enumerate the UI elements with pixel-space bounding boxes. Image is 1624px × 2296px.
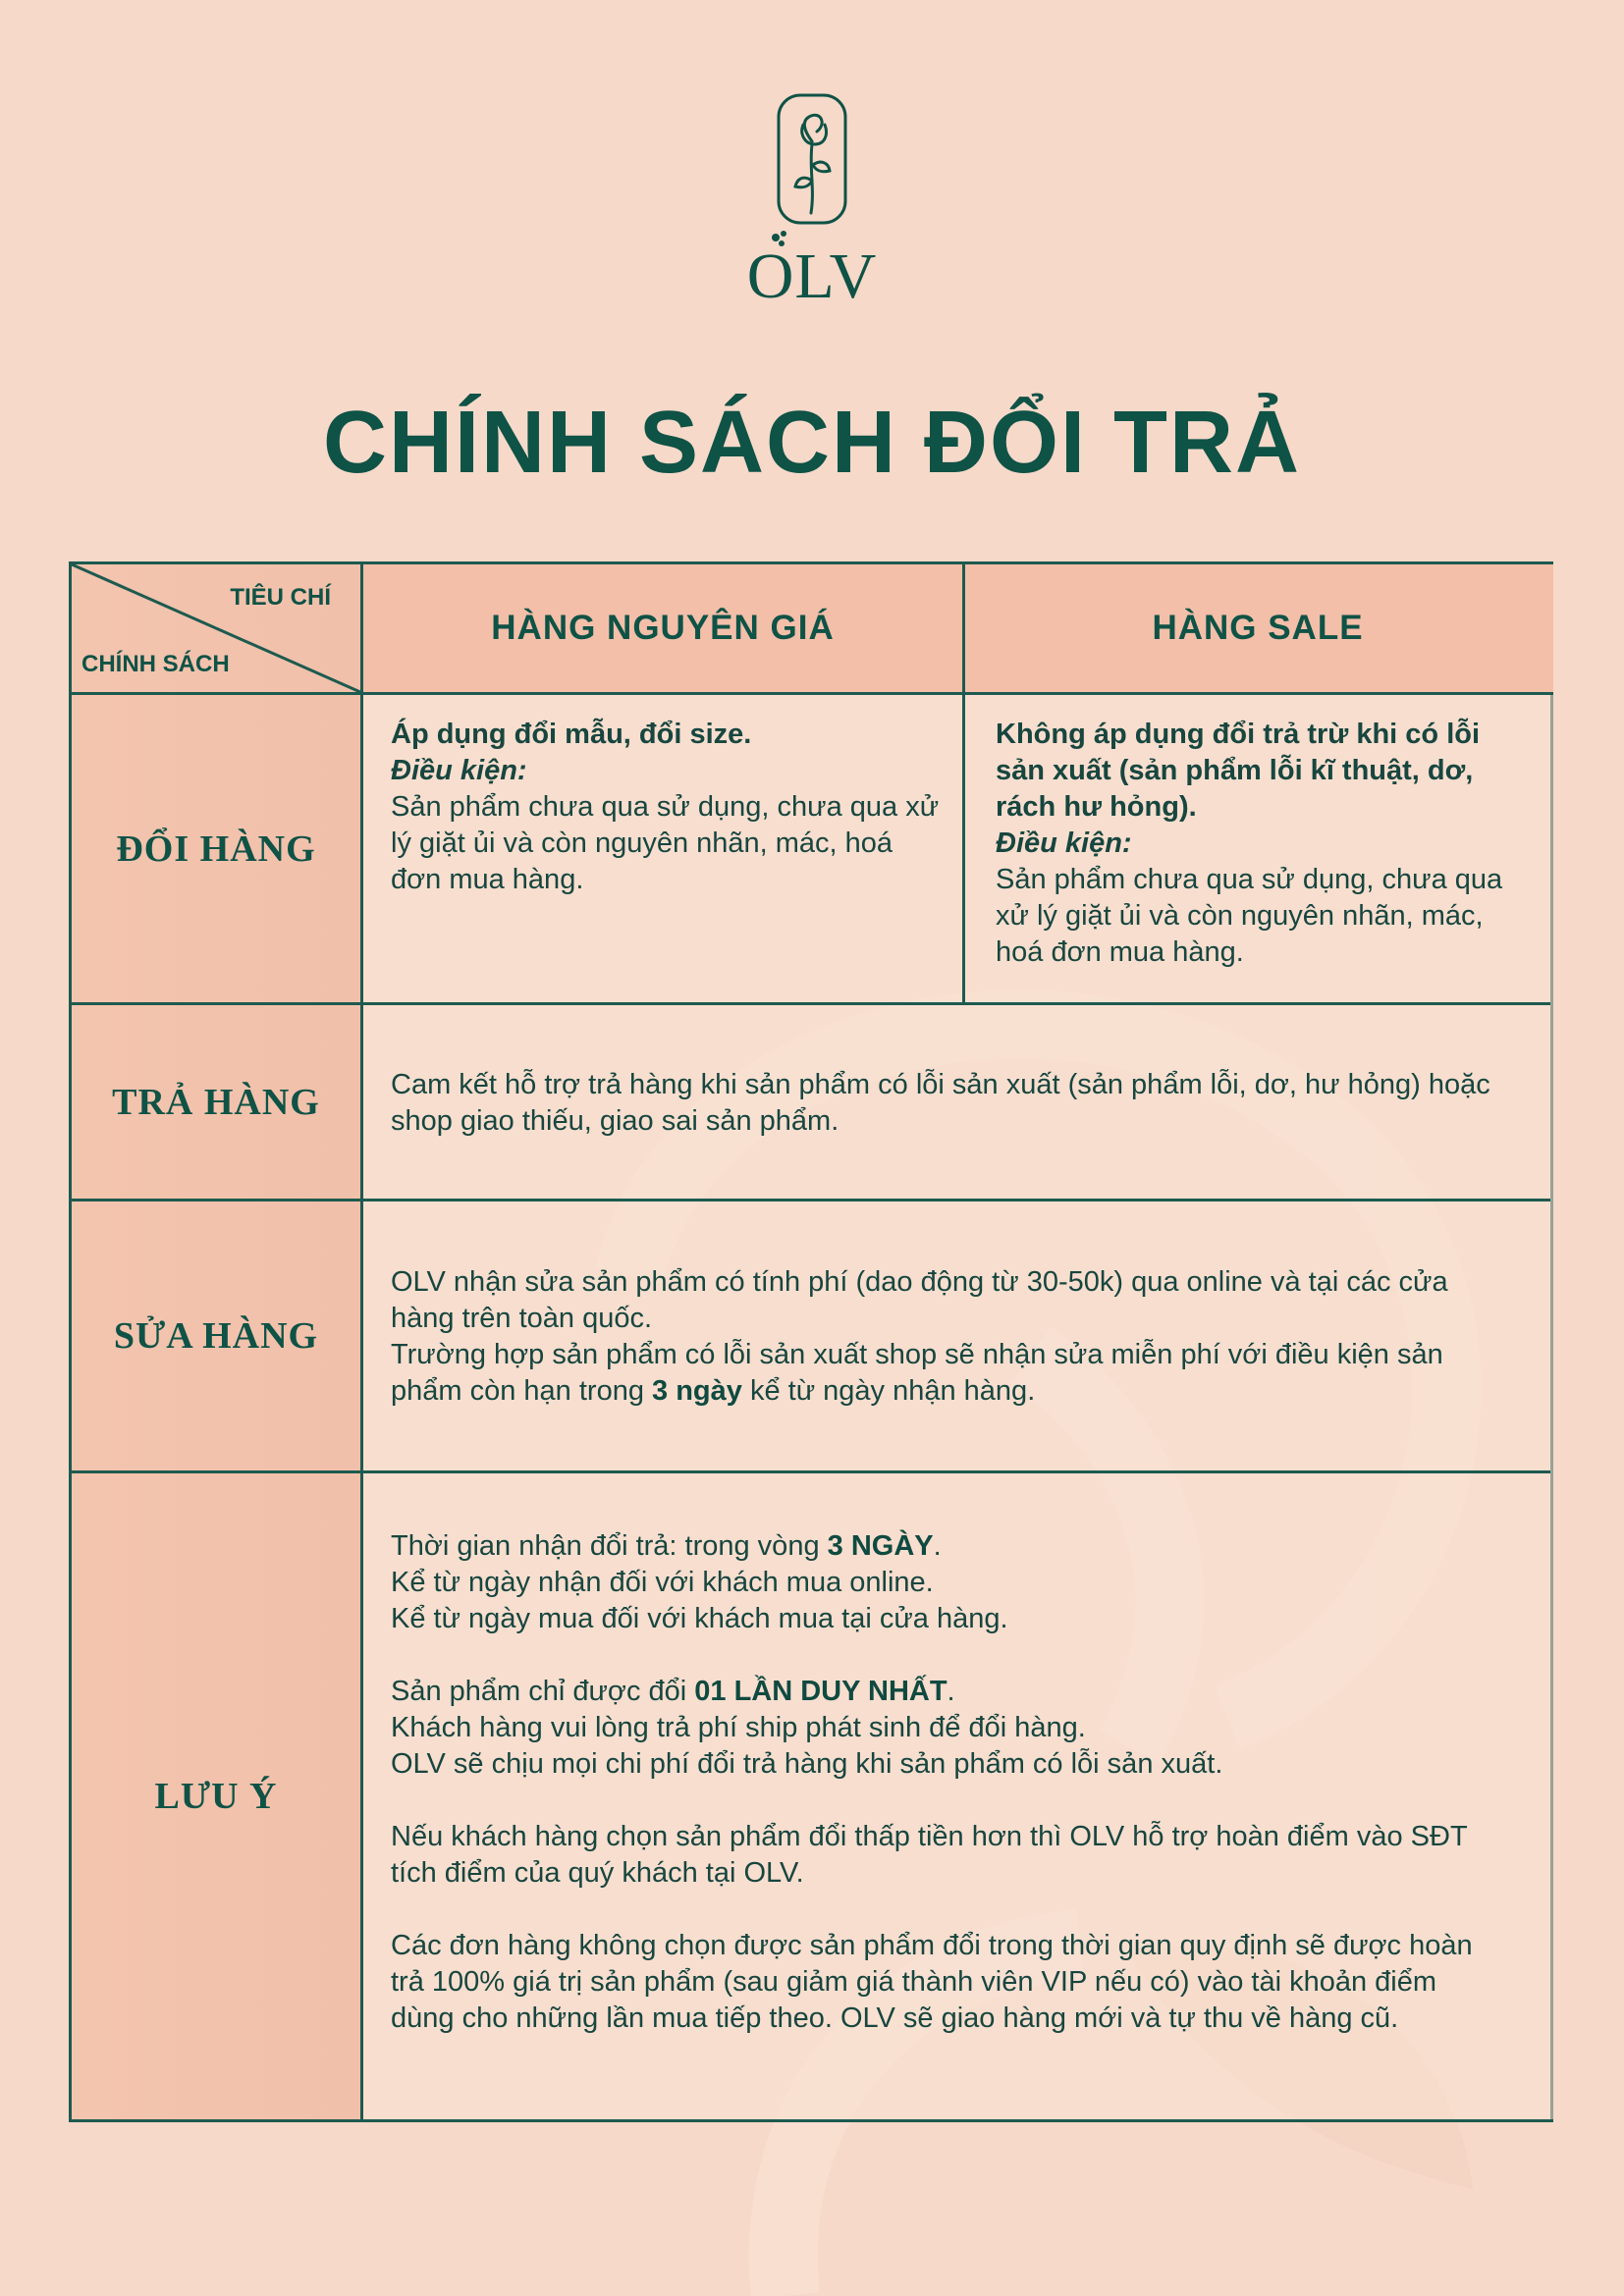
- exchange-full-price-cell: [391, 717, 950, 898]
- brand-wordmark: OLV: [746, 240, 878, 312]
- note-p1-line-1: Thời gian nhận đổi trả: trong vòng 3 NGÀY.: [391, 1530, 942, 1562]
- exchange-sale-cond-text: Sản phẩm chưa qua sử dụng, chưa qua xử lý giặt ủi và còn nguyên nhãn, mác, hoá đơn mua hàng.: [996, 864, 1503, 968]
- note-p4: Các đơn hàng không chọn được sản phẩm đổi trong thời gian quy định sẽ được hoàn trả 100% giá trị sản phẩm (sau giảm giá thành viên VIP nếu có) vào tài khoản điểm dùng cho những lần mua tiếp theo. OLV sẽ giao hàng mới và tự thu về hàng cũ.: [391, 1930, 1473, 2034]
- repair-cell: [391, 1264, 1500, 1410]
- row-label-exchange: ĐỔI HÀNG: [116, 828, 316, 870]
- note-p2-line-2: Khách hàng vui lòng trả phí ship phát sinh để đổi hàng.: [391, 1712, 1086, 1743]
- note-p3: Nếu khách hàng chọn sản phẩm đổi thấp tiền hơn thì OLV hỗ trợ hoàn điểm vào SĐT tích điểm của quý khách tại OLV.: [391, 1821, 1468, 1889]
- note-p1-line-2: Kể từ ngày nhận đối với khách mua online.: [391, 1567, 934, 1598]
- corner-label-criteria: TIÊU CHÍ: [230, 584, 331, 611]
- exchange-full-price-headline: Áp dụng đổi mẫu, đổi size.: [391, 719, 752, 750]
- policy-table: [69, 561, 1553, 2122]
- header-full-price: HÀNG NGUYÊN GIÁ: [491, 609, 835, 647]
- row-label-note: LƯU Ý: [154, 1776, 278, 1817]
- exchange-full-price-cond-text: Sản phẩm chưa qua sử dụng, chưa qua xử lý giặt ủi và còn nguyên nhãn, mác, hoá đơn mua hàng.: [391, 791, 940, 895]
- repair-line-2: Trường hợp sản phẩm có lỗi sản xuất shop sẽ nhận sửa miễn phí với điều kiện sản phẩm còn hạn trong 3 ngày kể từ ngày nhận hàng.: [391, 1339, 1443, 1407]
- repair-3-days: 3 ngày: [652, 1375, 742, 1407]
- note-p2-line-3: OLV sẽ chịu mọi chi phí đổi trả hàng khi sản phẩm có lỗi sản xuất.: [391, 1748, 1223, 1780]
- repair-line-1: OLV nhận sửa sản phẩm có tính phí (dao động từ 30-50k) qua online và tại các cửa hàng trên toàn quốc.: [391, 1266, 1448, 1334]
- row-label-return: TRẢ HÀNG: [112, 1081, 320, 1123]
- header-sale: HÀNG SALE: [1152, 609, 1364, 647]
- note-p1-line-3: Kể từ ngày mua đối với khách mua tại cửa hàng.: [391, 1603, 1008, 1634]
- note-cell: [391, 1528, 1500, 2037]
- row-label-repair: SỬA HÀNG: [113, 1315, 319, 1357]
- corner-label-policy: CHÍNH SÁCH: [81, 651, 230, 677]
- exchange-sale-headline: Không áp dụng đổi trả trừ khi có lỗi sản xuất (sản phẩm lỗi kĩ thuật, dơ, rách hư hỏng).: [996, 719, 1481, 823]
- page-title: CHÍNH SÁCH ĐỔI TRẢ: [323, 394, 1301, 492]
- exchange-sale-cell: [996, 717, 1531, 971]
- exchange-sale-cond-label: Điều kiện:: [996, 828, 1132, 859]
- exchange-full-price-cond-label: Điều kiện:: [391, 755, 527, 786]
- corner-header-cell: [72, 564, 360, 692]
- return-text: Cam kết hỗ trợ trả hàng khi sản phẩm có lỗi sản xuất (sản phẩm lỗi, dơ, hư hỏng) hoặc shop giao thiếu, giao sai sản phẩm.: [391, 1069, 1490, 1137]
- note-p2-line-1: Sản phẩm chỉ được đổi 01 LẦN DUY NHẤT.: [391, 1676, 955, 1707]
